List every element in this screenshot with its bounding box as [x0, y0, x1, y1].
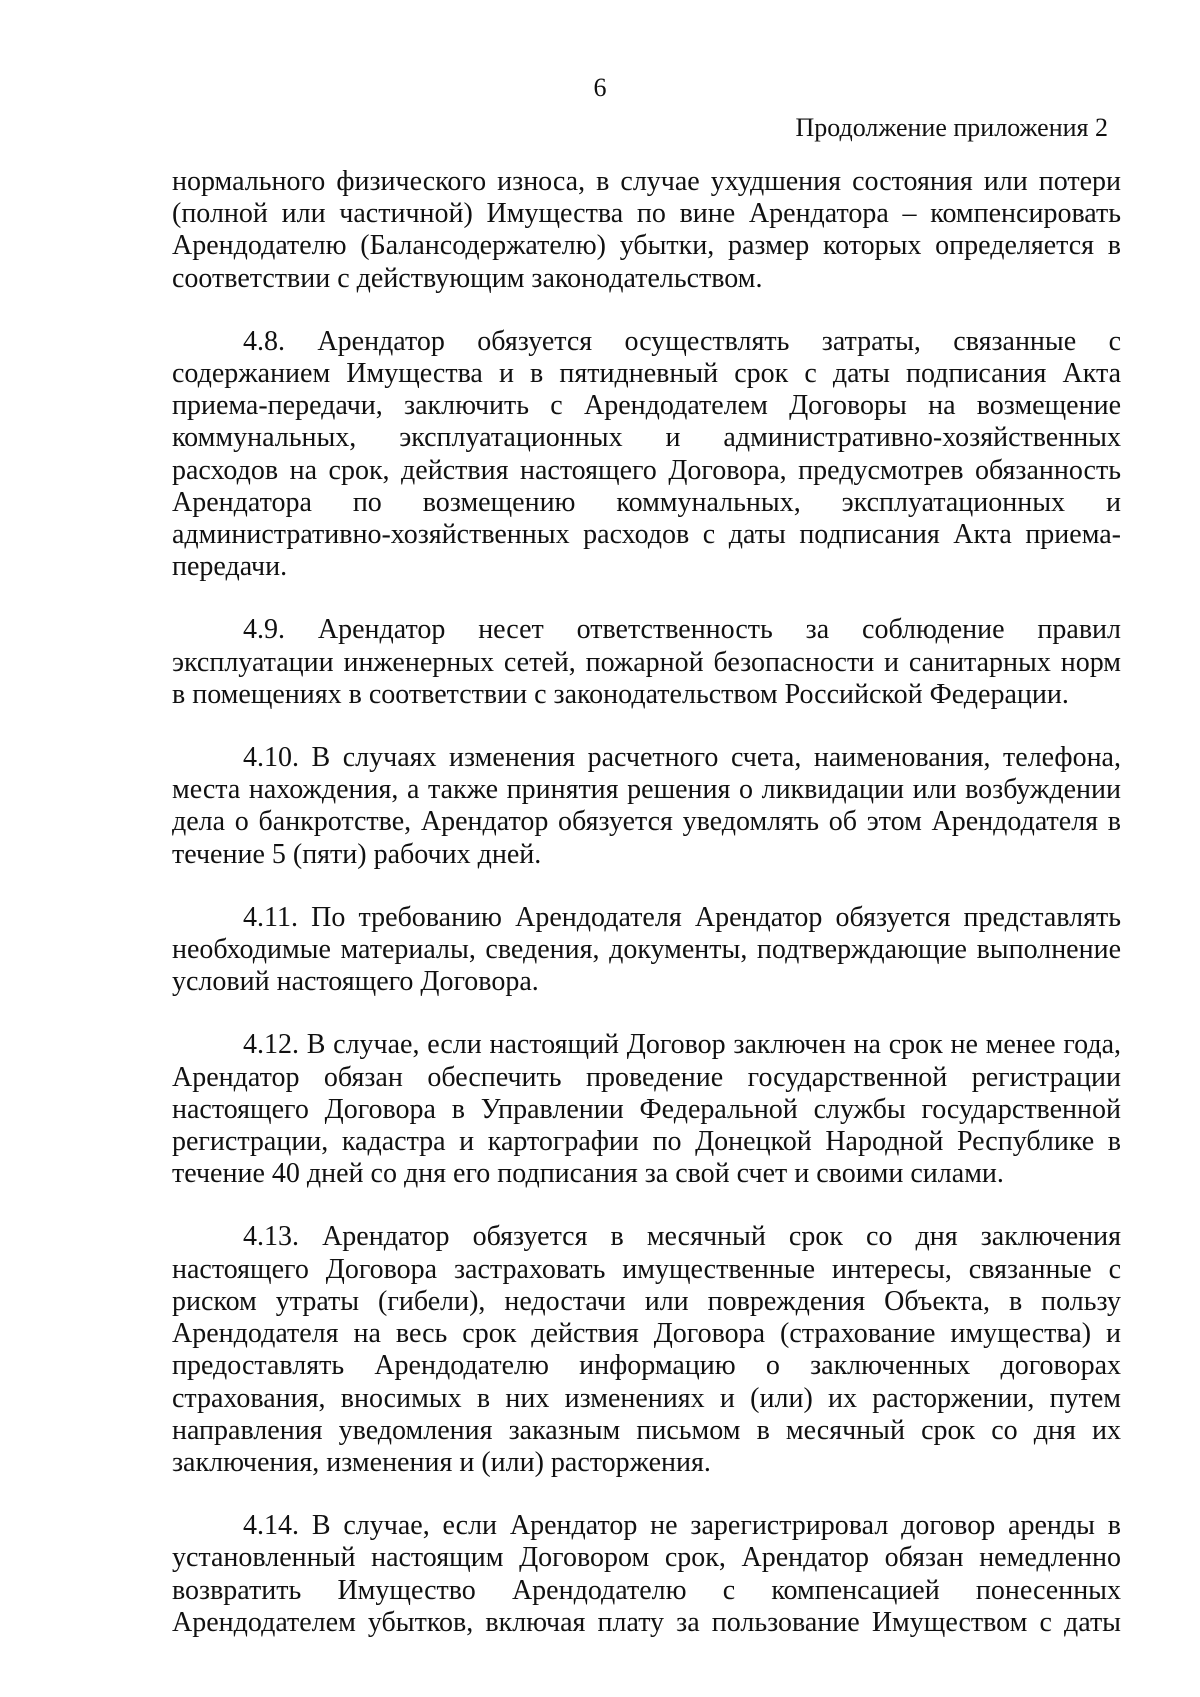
paragraph-4-10: 4.10. В случаях изменения расчетного счета, наименования, телефона, места нахождения, а также принятия решения о ликвидации или возбуждении дела о банкротстве, Арендатор обязуется уведомлять об этом Арендодателя в течение 5 (пяти) рабочих дней.	[172, 742, 1121, 870]
paragraph-4-11: 4.11. По требованию Арендодателя Арендатор обязуется представлять необходимые материалы, сведения, документы, подтверждающие выполнение условий настоящего Договора.	[172, 901, 1121, 998]
paragraph-continued: нормального физического износа, в случае ухудшения состояния или потери (полной или частичной) Имущества по вине Арендатора – компенсировать Арендодателю (Балансодержателю) убытки, размер которых определяется в соответствии с действующим законодательством.	[172, 166, 1121, 294]
paragraph-4-14: 4.14. В случае, если Арендатор не зарегистрировал договор аренды в установленный настоящим Договором срок, Арендатор обязан немедленно возвратить Имущество Арендодателю с компенсацией понесенных Арендодателем убытков, включая плату за пользование Имуществом с даты	[172, 1510, 1121, 1638]
page-number: 6	[593, 73, 607, 102]
paragraph-4-13: 4.13. Арендатор обязуется в месячный срок со дня заключения настоящего Договора застраховать имущественные интересы, связанные с риском утраты (гибели), недостачи или повреждения Объекта, в пользу Арендодателя на весь срок действия Договора (страхование имущества) и предоставлять Арендодателю информацию о заключенных договорах страхования, вносимых в них изменениях и (или) их расторжении, путем направления уведомления заказным письмом в месячный срок со дня их заключения, изменения и (или) расторжения.	[172, 1221, 1121, 1478]
paragraph-4-12: 4.12. В случае, если настоящий Договор заключен на срок не менее года, Арендатор обязан обеспечить проведение государственной регистрации настоящего Договора в Управлении Федеральной службы государственной регистрации, кадастра и картографии по Донецкой Народной Республике в течение 40 дней со дня его подписания за свой счет и своими силами.	[172, 1029, 1121, 1190]
paragraph-4-9: 4.9. Арендатор несет ответственность за соблюдение правил эксплуатации инженерных сетей, пожарной безопасности и санитарных норм в помещениях в соответствии с законодательством Российской Федерации.	[172, 614, 1121, 710]
appendix-continuation-label: Продолжение приложения 2	[795, 113, 1108, 142]
document-body	[172, 166, 1121, 1639]
paragraph-4-8: 4.8. Арендатор обязуется осуществлять затраты, связанные с содержанием Имущества и в пятидневный срок с даты подписания Акта приема-передачи, заключить с Арендодателем Договоры на возмещение коммунальных, эксплуатационных и административно-хозяйственных расходов на срок, действия настоящего Договора, предусмотрев обязанность Арендатора по возмещению коммунальных, эксплуатационных и административно-хозяйственных расходов с даты подписания Акта приема-передачи.	[172, 325, 1121, 583]
